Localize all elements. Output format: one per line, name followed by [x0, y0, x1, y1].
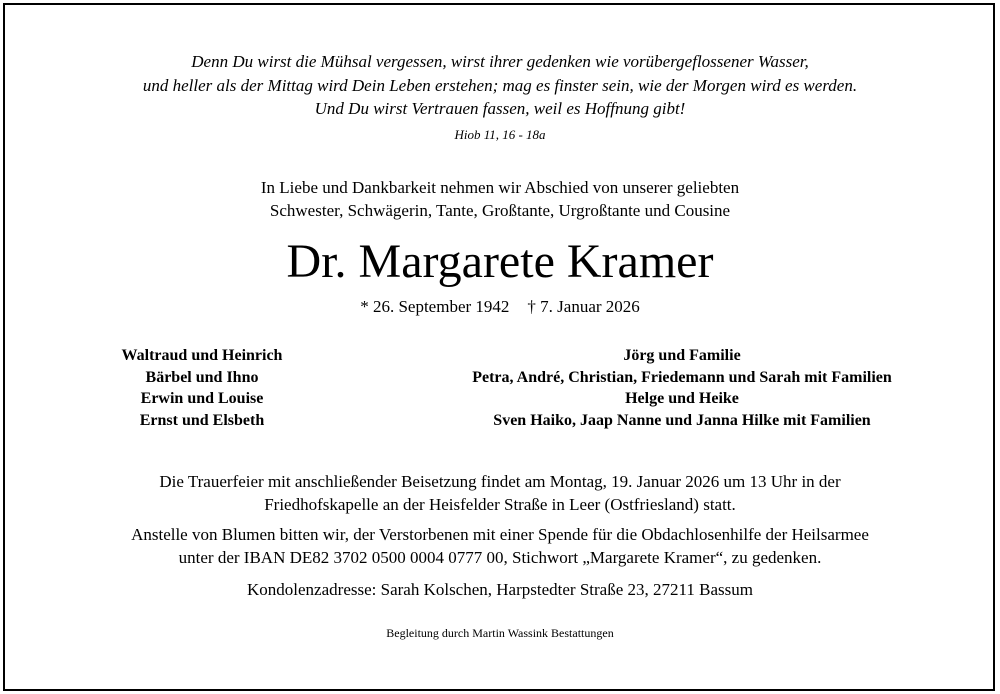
ceremony-line-2: Friedhofskapelle an der Heisfelder Straße in Leer (Ostfriesland) statt. [264, 495, 736, 514]
mourner-entry: Jörg und Familie [623, 347, 741, 364]
mourner-entry: Ernst und Elsbeth [139, 411, 265, 429]
life-dates [0, 297, 1000, 317]
ceremony-line-1: Die Trauerfeier mit anschließender Beisetzung findet am Montag, 19. Januar 2026 um 13 Uhr in der [159, 472, 841, 491]
funeral-home-credit: Begleitung durch Martin Wassink Bestattungen [386, 626, 614, 640]
mourner-entry: Petra, André, Christian, Friedemann und Sarah mit Familien [472, 368, 892, 386]
intro-line-2: Schwester, Schwägerin, Tante, Großtante, Urgroßtante und Cousine [269, 201, 731, 220]
mourner-entry: Waltraud und Heinrich [121, 347, 283, 364]
mourner-entry: Helge und Heike [625, 390, 739, 407]
death-date: † 7. Januar 2026 [527, 297, 640, 316]
verse-line-2: und heller als der Mittag wird Dein Leben erstehen; mag es finster sein, wie der Morgen wird es werden. [142, 76, 858, 95]
verse-line-3: Und Du wirst Vertrauen fassen, weil es Hoffnung gibt! [314, 99, 686, 118]
intro-line-1: In Liebe und Dankbarkeit nehmen wir Abschied von unserer geliebten [260, 178, 740, 197]
mourner-entry: Erwin und Louise [140, 390, 264, 407]
birth-date: * 26. September 1942 [360, 297, 510, 316]
verse-line-1: Denn Du wirst die Mühsal vergessen, wirst ihrer gedenken wie vorübergeflossener Wasser, [191, 52, 809, 71]
deceased-name: Dr. Margarete Kramer [286, 235, 714, 288]
donation-line-2: unter der IBAN DE82 3702 0500 0004 0777 00, Stichwort „Margarete Kramer“, zu gedenken. [178, 548, 822, 567]
condolence-address: Kondolenzadresse: Sarah Kolschen, Harpstedter Straße 23, 27211 Bassum [247, 580, 753, 599]
donation-line-1: Anstelle von Blumen bitten wir, der Verstorbenen mit einer Spende für die Obdachlosenhilfe der Heilsarmee [131, 525, 869, 544]
mourners-left-column [52, 345, 352, 431]
mourner-entry: Bärbel und Ihno [145, 368, 259, 386]
mourner-entry: Sven Haiko, Jaap Nanne und Janna Hilke mit Familien [493, 411, 871, 429]
mourners-right-column [382, 345, 982, 431]
verse-source: Hiob 11, 16 - 18a [454, 127, 546, 142]
